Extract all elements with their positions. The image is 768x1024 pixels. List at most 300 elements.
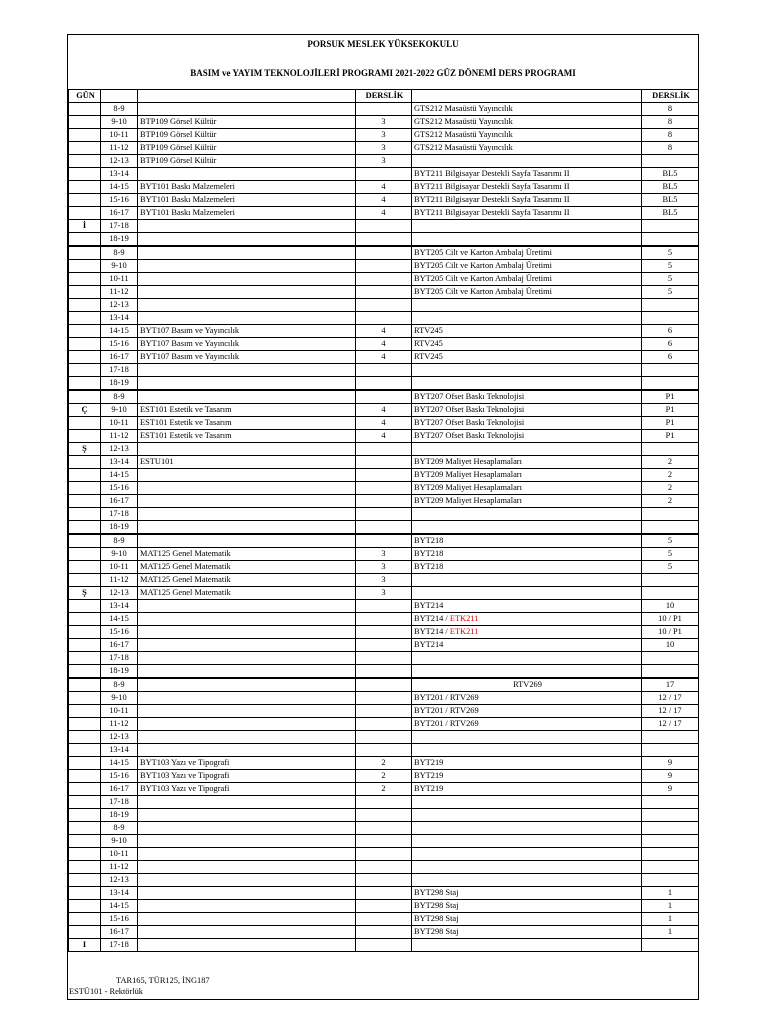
course2-cell: BYT207 Ofset Baskı Teknolojisi <box>412 417 642 430</box>
header-room1: DERSLİK <box>356 90 412 103</box>
room1-cell <box>356 220 412 233</box>
table-row <box>69 207 699 220</box>
course1-cell <box>138 521 356 535</box>
room1-cell <box>356 246 412 260</box>
day-cell <box>69 548 101 561</box>
room2-cell <box>642 443 699 456</box>
room2-cell: 5 <box>642 260 699 273</box>
room2-cell <box>642 665 699 679</box>
course2-cell <box>412 508 642 521</box>
table-row <box>69 508 699 521</box>
time-slot-cell: 15-16 <box>101 482 138 495</box>
table-row <box>69 404 699 417</box>
course1-cell: BYT101 Baskı Malzemeleri <box>138 181 356 194</box>
room1-cell <box>356 273 412 286</box>
room1-cell <box>356 731 412 744</box>
course1-cell: MAT125 Genel Matematik <box>138 548 356 561</box>
course2-cell: BYT201 / RTV269 <box>412 692 642 705</box>
header-day: GÜN <box>69 90 101 103</box>
course1-cell <box>138 390 356 404</box>
day-cell <box>69 926 101 939</box>
table-row <box>69 874 699 887</box>
course1-cell <box>138 613 356 626</box>
day-cell <box>69 600 101 613</box>
course1-cell: MAT125 Genel Matematik <box>138 561 356 574</box>
time-slot-cell: 15-16 <box>101 194 138 207</box>
room1-cell: 4 <box>356 430 412 443</box>
course2-cell: RTV245 <box>412 325 642 338</box>
room2-cell <box>642 796 699 809</box>
time-slot-cell: 15-16 <box>101 626 138 639</box>
time-slot-cell: 11-12 <box>101 861 138 874</box>
course2-cell: BYT214 <box>412 639 642 652</box>
table-row <box>69 548 699 561</box>
course1-cell <box>138 286 356 299</box>
course2-cell: RTV245 <box>412 338 642 351</box>
table-row <box>69 521 699 535</box>
room1-cell: 3 <box>356 587 412 600</box>
course1-cell <box>138 809 356 822</box>
room2-cell: BL5 <box>642 181 699 194</box>
day-cell <box>69 299 101 312</box>
time-slot-cell: 18-19 <box>101 809 138 822</box>
day-cell <box>69 390 101 404</box>
room2-cell <box>642 377 699 391</box>
room1-cell <box>356 848 412 861</box>
day-cell <box>69 103 101 116</box>
course2-cell: GTS212 Masaüstü Yayıncılık <box>412 129 642 142</box>
room2-cell <box>642 874 699 887</box>
room2-cell: 9 <box>642 770 699 783</box>
course1-cell <box>138 887 356 900</box>
course1-cell <box>138 861 356 874</box>
room1-cell: 2 <box>356 783 412 796</box>
room1-cell: 4 <box>356 194 412 207</box>
time-slot-cell: 16-17 <box>101 783 138 796</box>
course1-cell: ESTU101 <box>138 456 356 469</box>
room2-cell: 10 / P1 <box>642 613 699 626</box>
course2-cell: RTV269 <box>412 678 642 692</box>
time-slot-cell: 14-15 <box>101 757 138 770</box>
table-row <box>69 299 699 312</box>
table-row <box>69 626 699 639</box>
course2-cell <box>412 848 642 861</box>
room2-cell <box>642 574 699 587</box>
table-row <box>69 286 699 299</box>
room1-cell <box>356 521 412 535</box>
time-slot-cell: 8-9 <box>101 103 138 116</box>
header-row <box>69 90 699 103</box>
course2-cell <box>412 220 642 233</box>
room2-cell: P1 <box>642 417 699 430</box>
room1-cell: 4 <box>356 351 412 364</box>
table-row <box>69 443 699 456</box>
time-slot-cell: 9-10 <box>101 835 138 848</box>
day-cell <box>69 338 101 351</box>
day-cell <box>69 861 101 874</box>
time-slot-cell: 18-19 <box>101 233 138 247</box>
time-slot-cell: 14-15 <box>101 325 138 338</box>
day-cell <box>69 639 101 652</box>
time-slot-cell: 10-11 <box>101 129 138 142</box>
course2-red-text: ETK211 <box>449 614 479 623</box>
day-cell <box>69 783 101 796</box>
day-cell <box>69 116 101 129</box>
course1-cell <box>138 534 356 548</box>
day-cell: I <box>69 939 101 952</box>
time-slot-cell: 10-11 <box>101 417 138 430</box>
room1-cell: 3 <box>356 129 412 142</box>
course2-cell: BYT207 Ofset Baskı Teknolojisi <box>412 430 642 443</box>
day-cell <box>69 534 101 548</box>
room2-cell: 9 <box>642 757 699 770</box>
table-row <box>69 194 699 207</box>
course2-cell: BYT298 Staj <box>412 926 642 939</box>
course1-cell <box>138 246 356 260</box>
table-row <box>69 377 699 391</box>
room1-cell: 4 <box>356 338 412 351</box>
room1-cell <box>356 900 412 913</box>
day-cell <box>69 377 101 391</box>
table-row <box>69 757 699 770</box>
room1-cell <box>356 913 412 926</box>
course1-cell: MAT125 Genel Matematik <box>138 574 356 587</box>
room1-cell: 3 <box>356 548 412 561</box>
room2-cell: 5 <box>642 534 699 548</box>
course1-cell: EST101 Estetik ve Tasarım <box>138 404 356 417</box>
time-slot-cell: 11-12 <box>101 142 138 155</box>
room2-cell: 1 <box>642 887 699 900</box>
course2-cell <box>412 613 642 626</box>
time-slot-cell: 16-17 <box>101 495 138 508</box>
course1-cell <box>138 626 356 639</box>
room2-cell: 8 <box>642 116 699 129</box>
time-slot-cell: 9-10 <box>101 692 138 705</box>
day-cell <box>69 692 101 705</box>
table-row <box>69 116 699 129</box>
time-slot-cell: 16-17 <box>101 639 138 652</box>
room1-cell <box>356 861 412 874</box>
table-row <box>69 495 699 508</box>
room2-cell: 10 <box>642 639 699 652</box>
course2-cell: BYT205 Cilt ve Karton Ambalaj Üretimi <box>412 273 642 286</box>
room1-cell <box>356 260 412 273</box>
room2-cell: 1 <box>642 900 699 913</box>
table-row <box>69 273 699 286</box>
time-slot-cell: 10-11 <box>101 705 138 718</box>
room2-cell: 8 <box>642 142 699 155</box>
table-row <box>69 233 699 247</box>
course1-cell <box>138 377 356 391</box>
table-row <box>69 181 699 194</box>
room2-cell: 8 <box>642 103 699 116</box>
room1-cell <box>356 718 412 731</box>
time-slot-cell: 10-11 <box>101 561 138 574</box>
table-row <box>69 417 699 430</box>
course2-cell: BYT205 Cilt ve Karton Ambalaj Üretimi <box>412 260 642 273</box>
table-row <box>69 587 699 600</box>
time-slot-cell: 11-12 <box>101 286 138 299</box>
day-cell <box>69 129 101 142</box>
course2-cell <box>412 796 642 809</box>
course1-cell <box>138 796 356 809</box>
table-row <box>69 848 699 861</box>
table-row <box>69 692 699 705</box>
time-slot-cell: 16-17 <box>101 207 138 220</box>
room2-cell: 10 <box>642 600 699 613</box>
day-cell <box>69 835 101 848</box>
table-row <box>69 783 699 796</box>
course1-cell <box>138 926 356 939</box>
day-cell <box>69 325 101 338</box>
day-cell <box>69 809 101 822</box>
room1-cell: 2 <box>356 757 412 770</box>
course1-cell <box>138 482 356 495</box>
course1-cell <box>138 508 356 521</box>
course1-cell <box>138 103 356 116</box>
day-cell <box>69 796 101 809</box>
course1-cell <box>138 822 356 835</box>
time-slot-cell: 14-15 <box>101 469 138 482</box>
table-row <box>69 822 699 835</box>
course2-cell: BYT209 Maliyet Hesaplamaları <box>412 482 642 495</box>
day-cell <box>69 613 101 626</box>
table-row <box>69 325 699 338</box>
room2-cell: P1 <box>642 390 699 404</box>
day-cell: İ <box>69 220 101 233</box>
room2-cell <box>642 521 699 535</box>
room2-cell <box>642 939 699 952</box>
day-cell <box>69 456 101 469</box>
day-cell <box>69 273 101 286</box>
day-cell <box>69 142 101 155</box>
time-slot-cell: 12-13 <box>101 587 138 600</box>
day-cell <box>69 207 101 220</box>
day-cell <box>69 469 101 482</box>
course2-cell: GTS212 Masaüstü Yayıncılık <box>412 103 642 116</box>
time-slot-cell: 18-19 <box>101 377 138 391</box>
day-cell: Ç <box>69 404 101 417</box>
time-slot-cell: 9-10 <box>101 116 138 129</box>
room2-cell: 8 <box>642 129 699 142</box>
course2-cell <box>412 443 642 456</box>
course1-cell: BYT103 Yazı ve Tipografi <box>138 783 356 796</box>
time-slot-cell: 8-9 <box>101 534 138 548</box>
room2-cell: 10 / P1 <box>642 626 699 639</box>
footer-rectorate-note: ESTÜ101 - Rektörlük <box>69 987 143 996</box>
day-cell <box>69 246 101 260</box>
day-cell <box>69 626 101 639</box>
room1-cell <box>356 652 412 665</box>
course1-cell: BYT103 Yazı ve Tipografi <box>138 757 356 770</box>
day-cell <box>69 652 101 665</box>
time-slot-cell: 11-12 <box>101 574 138 587</box>
table-row <box>69 744 699 757</box>
room1-cell: 2 <box>356 770 412 783</box>
room2-cell <box>642 835 699 848</box>
room2-cell: P1 <box>642 404 699 417</box>
day-cell <box>69 168 101 181</box>
course1-cell <box>138 835 356 848</box>
room2-cell: 12 / 17 <box>642 705 699 718</box>
course2-cell <box>412 233 642 247</box>
course2-cell: BYT214 <box>412 600 642 613</box>
day-cell <box>69 770 101 783</box>
room1-cell <box>356 613 412 626</box>
room1-cell <box>356 312 412 325</box>
course2-text: BYT214 / <box>414 627 450 636</box>
course1-cell <box>138 233 356 247</box>
course2-cell <box>412 731 642 744</box>
course1-cell <box>138 874 356 887</box>
course2-cell <box>412 364 642 377</box>
day-cell: Ş <box>69 443 101 456</box>
table-row <box>69 770 699 783</box>
time-slot-cell: 14-15 <box>101 181 138 194</box>
table-row <box>69 168 699 181</box>
time-slot-cell: 17-18 <box>101 939 138 952</box>
day-cell <box>69 887 101 900</box>
room1-cell <box>356 939 412 952</box>
day-cell <box>69 181 101 194</box>
course2-cell: RTV245 <box>412 351 642 364</box>
day-cell <box>69 757 101 770</box>
room1-cell <box>356 456 412 469</box>
course1-cell <box>138 900 356 913</box>
day-cell <box>69 913 101 926</box>
course2-cell: GTS212 Masaüstü Yayıncılık <box>412 142 642 155</box>
room1-cell <box>356 796 412 809</box>
course2-cell: BYT211 Bilgisayar Destekli Sayfa Tasarımı II <box>412 194 642 207</box>
time-slot-cell: 9-10 <box>101 404 138 417</box>
day-cell <box>69 430 101 443</box>
table-row <box>69 731 699 744</box>
time-slot-cell: 10-11 <box>101 848 138 861</box>
course1-cell: BYT101 Baskı Malzemeleri <box>138 194 356 207</box>
room2-cell <box>642 312 699 325</box>
header-room2: DERSLİK <box>642 90 699 103</box>
schedule-table <box>68 89 699 952</box>
time-slot-cell: 12-13 <box>101 443 138 456</box>
course1-cell: BTP109 Görsel Kültür <box>138 155 356 168</box>
time-slot-cell: 8-9 <box>101 246 138 260</box>
day-cell <box>69 351 101 364</box>
room2-cell <box>642 861 699 874</box>
table-row <box>69 926 699 939</box>
room2-cell <box>642 587 699 600</box>
course1-cell: BYT107 Basım ve Yayıncılık <box>138 325 356 338</box>
day-cell <box>69 194 101 207</box>
course2-cell: BYT205 Cilt ve Karton Ambalaj Üretimi <box>412 286 642 299</box>
table-row <box>69 103 699 116</box>
course1-cell: EST101 Estetik ve Tasarım <box>138 430 356 443</box>
table-row <box>69 364 699 377</box>
day-cell <box>69 508 101 521</box>
time-slot-cell: 8-9 <box>101 390 138 404</box>
room1-cell <box>356 299 412 312</box>
room1-cell <box>356 744 412 757</box>
time-slot-cell: 8-9 <box>101 678 138 692</box>
course1-cell: BYT101 Baskı Malzemeleri <box>138 207 356 220</box>
table-row <box>69 129 699 142</box>
table-row <box>69 913 699 926</box>
course1-cell <box>138 718 356 731</box>
room2-cell: 12 / 17 <box>642 718 699 731</box>
time-slot-cell: 13-14 <box>101 456 138 469</box>
time-slot-cell: 13-14 <box>101 744 138 757</box>
day-cell <box>69 848 101 861</box>
room2-cell: 6 <box>642 338 699 351</box>
table-row <box>69 482 699 495</box>
course2-cell <box>412 574 642 587</box>
table-row <box>69 652 699 665</box>
room1-cell: 4 <box>356 325 412 338</box>
course2-text: BYT214 / <box>414 614 450 623</box>
table-row <box>69 665 699 679</box>
room1-cell <box>356 874 412 887</box>
room1-cell <box>356 508 412 521</box>
course1-cell: BTP109 Görsel Kültür <box>138 142 356 155</box>
time-slot-cell: 10-11 <box>101 273 138 286</box>
time-slot-cell: 14-15 <box>101 900 138 913</box>
room1-cell <box>356 377 412 391</box>
course2-cell <box>412 155 642 168</box>
room1-cell <box>356 233 412 247</box>
course1-cell: BTP109 Görsel Kültür <box>138 116 356 129</box>
course2-red-text: ETK211 <box>449 627 479 636</box>
table-row <box>69 469 699 482</box>
header-course2 <box>412 90 642 103</box>
course2-cell <box>412 939 642 952</box>
room1-cell <box>356 665 412 679</box>
table-row <box>69 260 699 273</box>
time-slot-cell: 17-18 <box>101 508 138 521</box>
course1-cell <box>138 939 356 952</box>
room2-cell: 6 <box>642 325 699 338</box>
course2-cell <box>412 822 642 835</box>
course2-cell: BYT211 Bilgisayar Destekli Sayfa Tasarımı II <box>412 181 642 194</box>
room1-cell <box>356 692 412 705</box>
course2-cell: BYT298 Staj <box>412 913 642 926</box>
time-slot-cell: 15-16 <box>101 770 138 783</box>
room2-cell <box>642 731 699 744</box>
day-cell <box>69 482 101 495</box>
table-row <box>69 430 699 443</box>
header-slot <box>101 90 138 103</box>
room1-cell <box>356 443 412 456</box>
room2-cell: 5 <box>642 286 699 299</box>
time-slot-cell: 12-13 <box>101 731 138 744</box>
room1-cell <box>356 822 412 835</box>
room2-cell: BL5 <box>642 194 699 207</box>
course2-cell <box>412 744 642 757</box>
room2-cell <box>642 220 699 233</box>
time-slot-cell: 18-19 <box>101 665 138 679</box>
day-cell <box>69 705 101 718</box>
course2-cell: BYT219 <box>412 757 642 770</box>
room2-cell <box>642 155 699 168</box>
table-row <box>69 561 699 574</box>
course2-cell: BYT298 Staj <box>412 887 642 900</box>
room1-cell <box>356 705 412 718</box>
time-slot-cell: 18-19 <box>101 521 138 535</box>
table-row <box>69 900 699 913</box>
program-title: BASIM ve YAYIM TEKNOLOJİLERİ PROGRAMI 2021-2022 GÜZ DÖNEMİ DERS PROGRAMI <box>190 68 576 78</box>
course1-cell <box>138 260 356 273</box>
table-row <box>69 939 699 952</box>
course1-cell <box>138 692 356 705</box>
course2-cell <box>412 835 642 848</box>
